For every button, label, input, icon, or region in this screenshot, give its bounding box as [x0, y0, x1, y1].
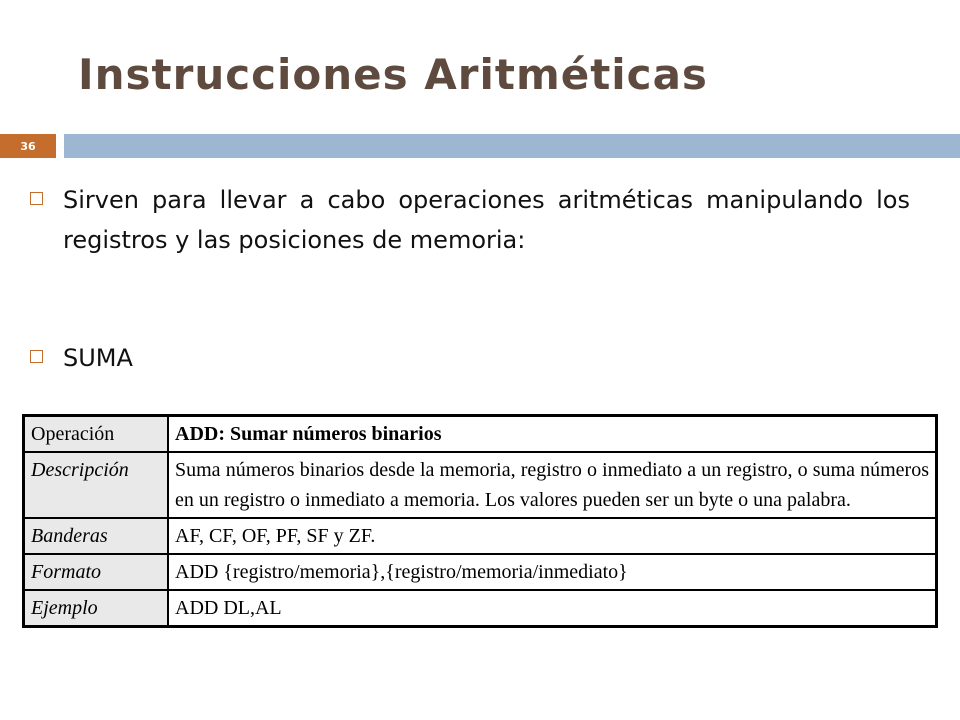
table-row	[24, 554, 937, 590]
row-value: ADD {registro/memoria},{registro/memoria/inmediato}	[168, 554, 937, 590]
bullet-item-suma	[30, 338, 133, 378]
square-bullet-icon	[30, 350, 43, 363]
table-row	[24, 518, 937, 554]
row-label: Descripción	[24, 452, 169, 518]
row-value: ADD: Sumar números binarios	[168, 416, 937, 453]
table-row	[24, 590, 937, 627]
row-label: Formato	[24, 554, 169, 590]
bullet-item-description	[30, 180, 910, 260]
row-label: Operación	[24, 416, 169, 453]
row-value: AF, CF, OF, PF, SF y ZF.	[168, 518, 937, 554]
table-row	[24, 416, 937, 453]
row-label: Ejemplo	[24, 590, 169, 627]
page-number: 36	[0, 134, 56, 158]
row-value: Suma números binarios desde la memoria, registro o inmediato a un registro, o suma números en un registro o inmediato a memoria. Los valores pueden ser un byte o una palabra.	[168, 452, 937, 518]
bullet-text: SUMA	[63, 344, 133, 372]
row-label: Banderas	[24, 518, 169, 554]
row-value: ADD DL,AL	[168, 590, 937, 627]
title-divider-bar	[64, 134, 960, 158]
instruction-table	[22, 414, 938, 628]
slide-title: Instrucciones Aritméticas	[78, 50, 708, 99]
square-bullet-icon	[30, 192, 43, 205]
table-row	[24, 452, 937, 518]
bullet-text: Sirven para llevar a cabo operaciones aritméticas manipulando los registros y las posiciones de memoria:	[63, 186, 910, 254]
